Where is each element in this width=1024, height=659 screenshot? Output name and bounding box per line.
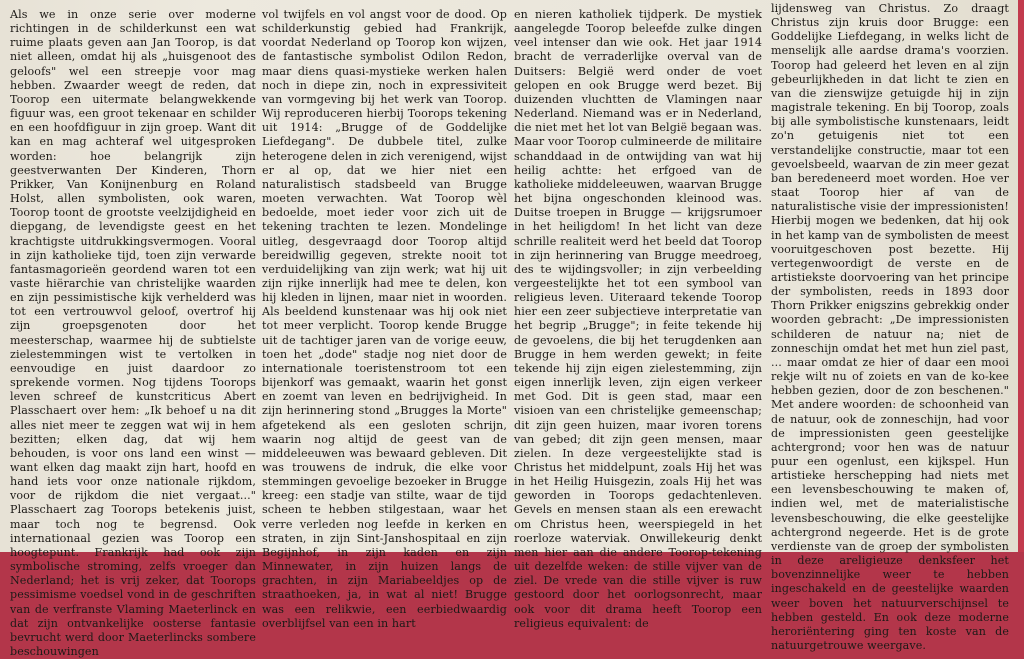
article-column-2 bbox=[262, 8, 507, 631]
article-column-4 bbox=[771, 2, 1009, 653]
column-2-text: vol twijfels en vol angst voor de dood. Op schilderkunstig gebied had Frankrijk, voordat Nederland op Toorop kon wijzen, de fantastische symbolist Odilon Redon, maar diens quasi-mystieke werken halen noch in diepe zin, noch in expressiviteit van vormgeving bij het werk van Toorop. Wij reproduceren hierbij Toorops tekening uit 1914: „Brugge of de Goddelijke Liefdegang". De dubbele titel, zulke heterogene delen in zich verenigend, wijst er al op, dat we hier niet een naturalistisch stadsbeeld van Brugge moeten verwachten. Wat Toorop wèl bedoelde, moet ieder voor zich uit de tekening trachten te lezen. Mondelinge uitleg, desgevraagd door Toorop altijd bereidwillig gegeven, strekte nooit tot verduidelijking van zijn werk; wat hij uit zijn rijke innerlijk had mee te delen, kon hij kleden in lijnen, maar niet in woorden. Als beeldend kunstenaar was hij ook niet tot meer verplicht. Toorop kende Brugge uit de tachtiger jaren van de vorige eeuw, toen het „dode" stadje nog niet door de internationale toeristenstroom tot een bijenkorf was gemaakt, waarin het gonst en zoemt van leven en bedrijvigheid. In zijn herinnering stond „Brugges la Morte" afgetekend als een gesloten schrijn, waarin nog altijd de geest van de middeleeuwen was bewaard gebleven. Dit was trouwens de indruk, die elke voor stemmingen gevoelige bezoeker in Brugge kreeg: een stadje van stilte, waar de tijd scheen te hebben stilgestaan, waar het verre verleden nog leefde in kerken en straten, in zijn Sint-Janshospitaal en zijn Begijnhof, in zijn kaden en zijn Minnewater, in zijn huizen langs de grachten, in zijn Mariabeeldjes op de straathoeken, ja, in wat al niet! Brugge was een relikwie, een eerbiedwaardig overblijfsel van een in hart bbox=[262, 8, 507, 630]
column-1-text: Als we in onze serie over moderne richtingen in de schilderkunst een wat ruime plaats geven aan Jan Toorop, is dat niet alleen, omdat hij als „huisgenoot des geloofs" wel een streepje voor mag hebben. Zwaarder weegt de reden, dat Toorop een uitermate belangwekkende figuur was, een groot tekenaar en schilder en een hoofdfiguur in zijn groep. Want dit kan en mag achteraf wel uitgesproken worden: hoe belangrijk zijn geestverwanten Der Kinderen, Thorn Prikker, Van Konijnenburg en Roland Holst, allen symbolisten, ook waren, Toorop toont de grootste veelzijdigheid en diepgang, de levendigste geest en het krachtigste uitdrukkingsvermogen. Vooral in zijn katholieke tijd, toen zijn verwarde fantasmagorieën geordend waren tot een vaste hiërarchie van christelijke waarden en zijn pessimistische kijk verhelderd was tot een vertrouwvol geloof, overtrof hij zijn groepsgenoten door het meesterschap, waarmee hij de subtielste zielestemmingen wist te vertolken in eenvoudige en juist daardoor zo sprekende vormen. Nog tijdens Toorops leven schreef de kunstcriticus Abert Plasschaert over hem: „Ik behoef u na dit alles niet meer te zeggen wat wij in hem bezitten; elken dag, dat wij hem behouden, is voor ons land een winst — want elken dag maakt zijn hart, hoofd en hand iets voor onze nationale rijkdom, voor de rijkdom die niet vergaat..." Plasschaert zag Toorops betekenis juist, maar toch nog te begrensd. Ook internationaal gezien was Toorop een hoogtepunt. Frankrijk had ook zijn symbolische stroming, zelfs vroeger dan Nederland; het is vrij zeker, dat Toorops pessimisme voedsel vond in de geschriften van de verfranste Vlaming Maeterlinck en dat zijn ontvankelijke oosterse fantasie bevrucht werd door Maeterlincks sombere beschouwingen bbox=[10, 8, 256, 659]
column-4-text: lijdensweg van Christus. Zo draagt Christus zijn kruis door Brugge: een Goddelijke Liefdegang, in welks licht de menselijk alle aardse drama's voorzien. Toorop had geleerd het leven en al zijn gebeurlijkheden in dat licht te zien en van die zienswijze getuigde hij in zijn magistrale tekening. En bij Toorop, zoals bij alle symbolistische kunstenaars, leidt zo'n getuigenis niet tot een verstandelijke constructie, maar tot een gevoelsbeeld, waarvan de zin meer gezat ban beredeneerd moet worden. Hoe ver staat Toorop hier af van de naturalistische visie der impressionisten! Hierbij mogen we bedenken, dat hij ook in het kamp van de symbolisten de meest vooruitgeschoven post bezette. Hij vertegenwoordigt de verste en de artistiekste doorvoering van het principe der symbolisten, reeds in 1893 door Thorn Prikker enigszins gebrekkig onder woorden gebracht: „De impressionisten schilderen de natuur na; niet de zonneschijn omdat het met hun ziel past, ... maar omdat ze hier of daar een mooi rekje wilt nu of zoiets en van de ko-kee hebben gezien, door de zon beschenen." Met andere woorden: de schoonheid van de natuur, ook de zonneschijn, had voor de impressionisten geen geestelijke achtergrond; voor hen was de natuur puur een ogenlust, een kijkspel. Hun artistieke herschepping had niets met een levensbeschouwing te maken of, indien wel, met de materialistische levensbeschouwing, die elke geestelijke achtergrond negeerde. Het is de grote verdienste van de groep der symbolisten in deze areligieuze denksfeer het bovenzinnelijke weer te hebben ingeschakeld en de geestelijke waarden weer boven het natuurverschijnsel te hebben gesteld. En ook deze moderne heroriëntering ging ten koste van de natuurgetrouwe weergave. bbox=[771, 2, 1009, 653]
red-page-edge bbox=[1018, 0, 1024, 552]
article-column-3 bbox=[514, 8, 762, 631]
article-column-1 bbox=[10, 8, 256, 659]
column-3-text: en nieren katholiek tijdperk. De mystiek aangelegde Toorop beleefde zulke dingen veel intenser dan wie ook. Het jaar 1914 bracht de verraderlijke overval van de Duitsers: België werd onder de voet gelopen en ook Brugge werd bezet. Bij duizenden vluchtten de Vlamingen naar Nederland. Niemand was er in Nederland, die niet met het lot van België begaan was. Maar voor Toorop culmineerde de militaire schanddaad in de ontwijding van wat hij heilig achtte: het erfgoed van de katholieke middeleeuwen, waarvan Brugge het bijna ongeschonden kleinood was. Duitse troepen in Brugge — krijgsrumoer in het heiligdom! In het licht van deze schrille realiteit werd het beeld dat Toorop in zijn herinnering van Brugge meedroeg, des te wijdingsvoller; in zijn verbeelding vergeestelijkte het tot een symbool van religieus leven. Uiteraard tekende Toorop hier een zeer subjectieve interpretatie van het begrip „Brugge"; in feite tekende hij de gevoelens, die bij het terugdenken aan Brugge in hem werden gewekt; in feite tekende hij zijn eigen zielestemming, zijn eigen innerlijk leven, zijn eigen verkeer met God. Dit is geen stad, maar een visioen van een christelijke gemeenschap; dit zijn geen huizen, maar ivoren torens van gebed; dit zijn geen mensen, maar zielen. In deze vergeestelijkte stad is Christus het middelpunt, zoals Hij het was in het Heilig Huisgezin, zoals Hij het was geworden in Toorops gedachtenleven. Gevels en mensen staan als een erewacht om Christus heen, weerspiegeld in het roerloze waterviak. Onwillekeurig denkt men hier aan die andere Toorop-tekening uit dezelfde weken: de stille vijver van de ziel. De vrede van die stille vijver is ruw gestoord door het oorlogsonrecht, maar ook voor dit drama heeft Toorop een religieus equivalent: de bbox=[514, 8, 762, 630]
